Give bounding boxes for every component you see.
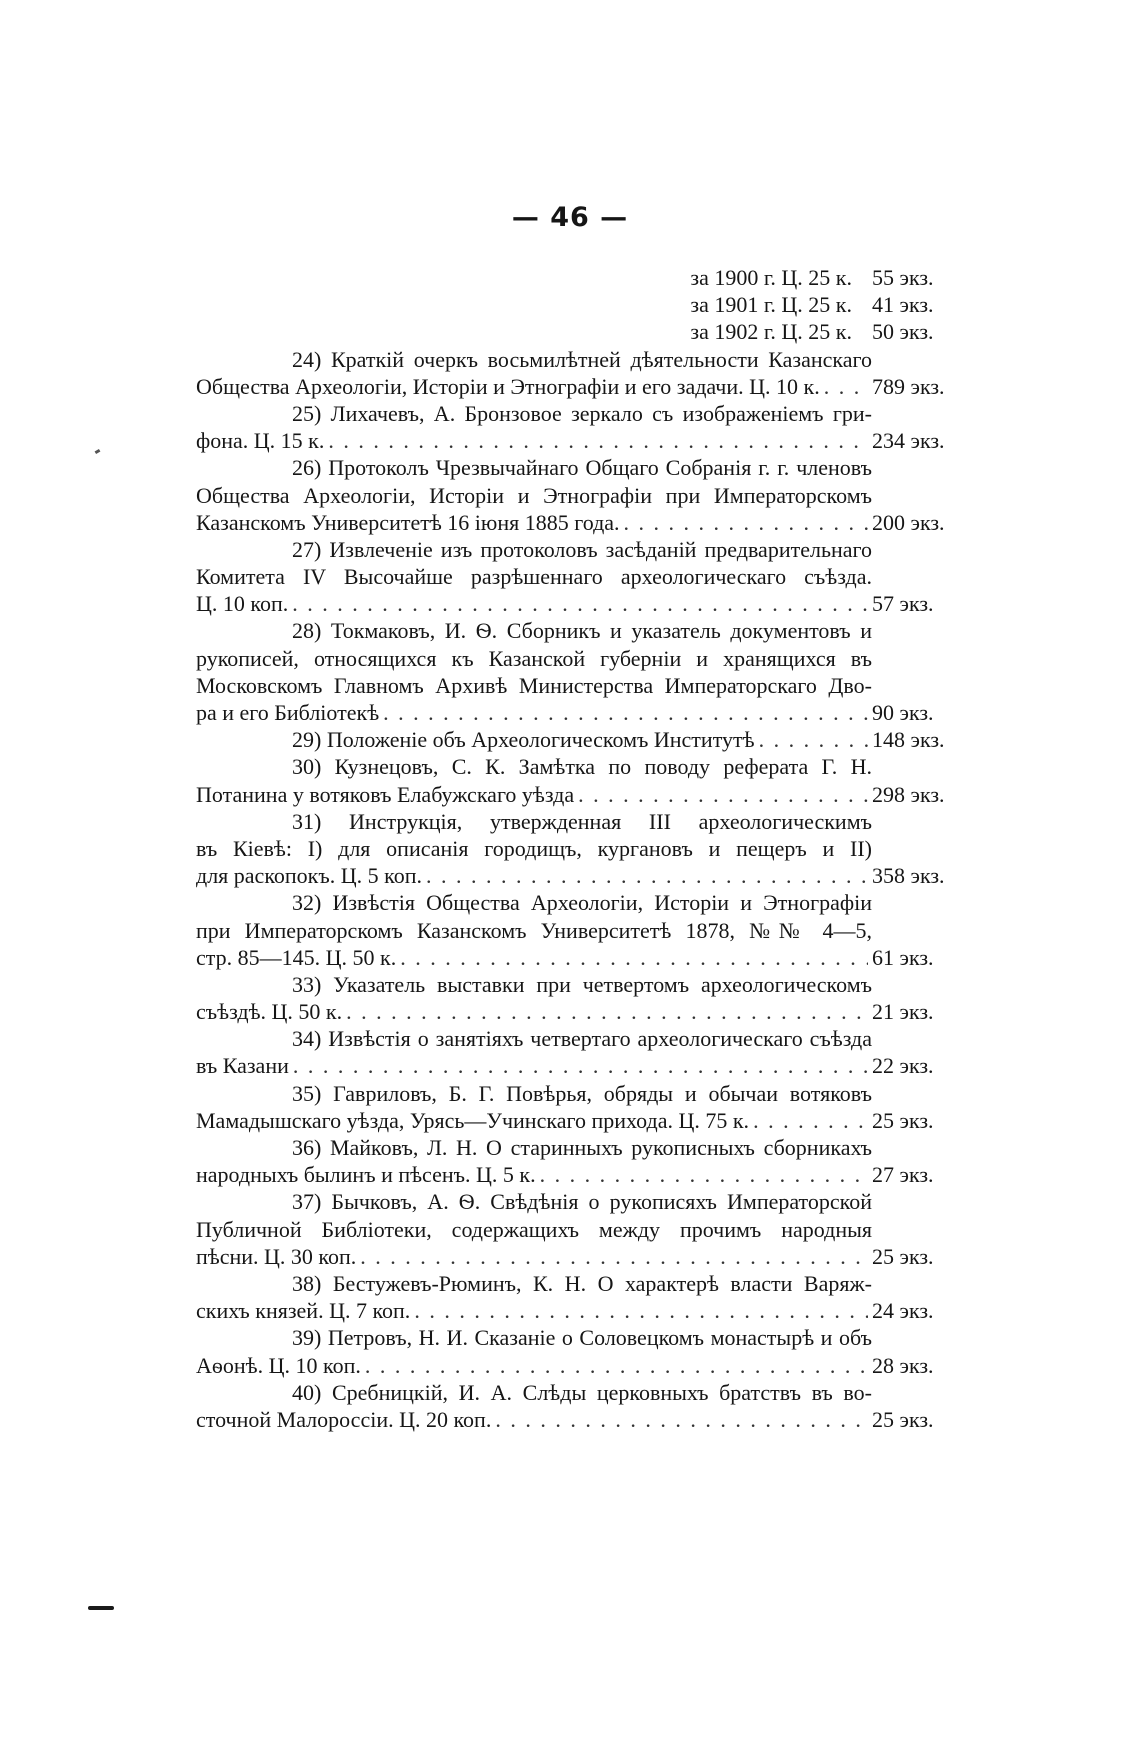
dot-leader [753,1107,868,1134]
entry-line: 30) Кузнецовъ, С. К. Замѣтка по поводу реферата Г. Н. [292,754,872,780]
dot-leader [360,1243,868,1270]
copies-count: 55 экз. [872,265,934,290]
entry-last-line [196,862,966,889]
catalog-entry [196,1188,966,1270]
catalog-entry [196,753,966,807]
entry-line: 35) Гавриловъ, Б. Г. Повѣрья, обряды и обычаи вотяковъ [292,1080,872,1106]
entry-line: 28) Токмаковъ, И. Ѳ. Сборникъ и указатель документовъ и [292,618,872,644]
entry-line: 26) Протоколъ Чрезвычайнаго Общаго Собранія г. г. членовъ [292,455,872,481]
price-text: за 1900 г. Ц. 25 к. [690,265,852,290]
dot-leader [426,862,868,889]
dot-leader [292,590,868,617]
catalog-entry [196,889,966,971]
copies-count: 25 экз. [872,1243,934,1269]
entry-last-line [196,427,966,454]
entry-text: Общества Археологіи, Исторіи и Этнографіи и его задачи. Ц. 10 к. [196,373,820,399]
dot-leader [365,1352,868,1379]
copies-count: 200 экз. [872,509,945,535]
entry-line: Московскомъ Главномъ Архивѣ Министерства Императорскаго Дво- [196,672,872,698]
entry-line: 31) Инструкція, утвержденная III археологическимъ [292,808,872,834]
entry-text: 29) Положеніе объ Археологическомъ Институтѣ [292,727,755,753]
copies-count: 21 экз. [872,999,934,1025]
copies-count: 28 экз. [872,1352,934,1378]
entry-line: 33) Указатель выставки при четвертомъ археологическомъ [292,971,872,997]
price-text: за 1902 г. Ц. 25 к. [690,319,852,345]
entry-line: Общества Археологіи, Исторіи и Этнографіи при Императорскомъ [196,482,872,508]
entry-line: 24) Краткій очеркъ восьмилѣтней дѣятельности Казанскаго [292,346,872,372]
entry-text: съѣздѣ. Ц. 50 к. [196,999,343,1025]
catalog-list [196,264,966,1433]
entry-line: 32) Извѣстія Общества Археологіи, Исторіи и Этнографіи [292,890,872,916]
copies-count: 25 экз. [872,1406,934,1432]
copies-count: 61 экз. [872,944,934,970]
copies-count: 57 экз. [872,591,934,617]
entry-text: скихъ князей. Ц. 7 коп. [196,1298,411,1324]
catalog-entry [196,971,966,1025]
entry-text: Потанина у вотяковъ Елабужскаго уѣзда [196,781,575,807]
entry-last-line [196,1107,966,1134]
price-line [196,264,966,291]
entry-last-line [196,1352,966,1379]
entry-last-line [196,1406,966,1433]
entry-text: Казанскомъ Университетѣ 16 іюня 1885 года. [196,509,620,535]
entry-text: стр. 85—145. Ц. 50 к. [196,944,397,970]
entry-text: Аѳонѣ. Ц. 10 коп. [196,1352,361,1378]
page-number: — 46 — [511,202,629,233]
entry-last-line [196,590,966,617]
catalog-entry [196,726,966,753]
entry-line: 27) Извлеченіе изъ протоколовъ засѣданій предварительнаго [292,536,872,562]
catalog-entry [196,536,966,618]
entry-last-line [196,373,966,400]
catalog-entry [196,1025,966,1079]
entry-text: сточной Малороссіи. Ц. 20 коп. [196,1406,492,1432]
entry-line: въ Кіевѣ: I) для описанія городищъ, кургановъ и пещеръ и II) [196,835,872,861]
entry-line: 39) Петровъ, Н. И. Сказаніе о Соловецкомъ монастырѣ и объ [292,1325,872,1351]
entry-line: 25) Лихачевъ, А. Бронзовое зеркало съ изображеніемъ гри- [292,400,872,426]
copies-count: 50 экз. [872,319,934,345]
entry-line: 34) Извѣстія о занятіяхъ четвертаго археологическаго съѣзда [292,1026,872,1052]
entry-last-line [196,1243,966,1270]
copies-count: 24 экз. [872,1298,934,1324]
entry-text: Ц. 10 коп. [196,591,289,617]
dot-leader [383,699,868,726]
price-line [196,318,966,345]
entry-line: Комитета IV Высочайше разрѣшеннаго археологическаго съѣзда. [196,564,872,590]
entry-text: Мамадышскаго уѣзда, Урясь—Учинскаго прихода. Ц. 75 к. [196,1107,750,1133]
copies-count: 234 экз. [872,428,945,454]
dot-leader [540,1161,868,1188]
catalog-entry [196,1379,966,1433]
entry-last-line [196,509,966,536]
entry-text: для раскопокъ. Ц. 5 коп. [196,863,422,889]
copies-count: 25 экз. [872,1107,934,1133]
entry-text: фона. Ц. 15 к. [196,428,325,454]
entry-line: 40) Сребницкій, И. А. Слѣды церковныхъ братствъ въ во- [292,1379,872,1405]
copies-count: 358 экз. [872,863,945,889]
dot-leader [824,373,868,400]
dot-leader [400,944,868,971]
entry-last-line [196,726,966,753]
catalog-entry [196,808,966,890]
entry-line: 38) Бестужевъ-Рюминъ, К. Н. О характерѣ власти Варяж- [292,1270,872,1296]
dot-leader [293,1052,868,1079]
entry-text: въ Казани [196,1053,289,1079]
copies-count: 148 экз. [872,727,945,753]
catalog-entry [196,1270,966,1324]
entry-text: ра и его Библіотекѣ [196,700,380,725]
price-text: за 1901 г. Ц. 25 к. [690,292,852,318]
entry-last-line [196,1161,966,1188]
dot-leader [624,509,868,536]
dot-leader [414,1297,868,1324]
copies-count: 22 экз. [872,1053,934,1079]
copies-count: 298 экз. [872,781,945,807]
catalog-entry [196,617,966,726]
catalog-entry [196,1324,966,1378]
entry-last-line [196,699,966,726]
copies-count: 90 экз. [872,700,934,725]
dot-leader [759,726,868,753]
margin-mark [95,449,101,454]
copies-count: 27 экз. [872,1162,934,1188]
entry-line: Публичной Библіотеки, содержащихъ между прочимъ народныя [196,1216,872,1242]
entry-last-line [196,944,966,971]
price-line [196,291,966,318]
catalog-entry [196,454,966,536]
margin-dash [88,1606,114,1610]
entry-last-line [196,998,966,1025]
copies-count: 789 экз. [872,373,945,399]
dot-leader [346,998,868,1025]
entry-last-line [196,781,966,808]
entry-line: 36) Майковъ, Л. Н. О старинныхъ рукописныхъ сборникахъ [292,1135,872,1160]
entry-last-line [196,1052,966,1079]
entry-text: народныхъ былинъ и пѣсенъ. Ц. 5 к. [196,1162,536,1188]
entry-line: 37) Бычковъ, А. Ѳ. Свѣдѣнія о рукописяхъ Императорской [292,1189,872,1215]
entry-last-line [196,1297,966,1324]
dot-leader [578,781,868,808]
catalog-entry [196,1080,966,1134]
dot-leader [495,1406,868,1433]
copies-count: 41 экз. [872,292,934,318]
entry-line: рукописей, относящихся къ Казанской губерніи и хранящихся въ [196,645,872,671]
entry-line: при Императорскомъ Казанскомъ Университетѣ 1878, №№ 4—5, [196,917,872,943]
entry-text: пѣсни. Ц. 30 коп. [196,1243,357,1269]
catalog-entry [196,346,966,400]
catalog-entry [196,1134,966,1188]
dot-leader [328,427,868,454]
catalog-entry [196,400,966,454]
